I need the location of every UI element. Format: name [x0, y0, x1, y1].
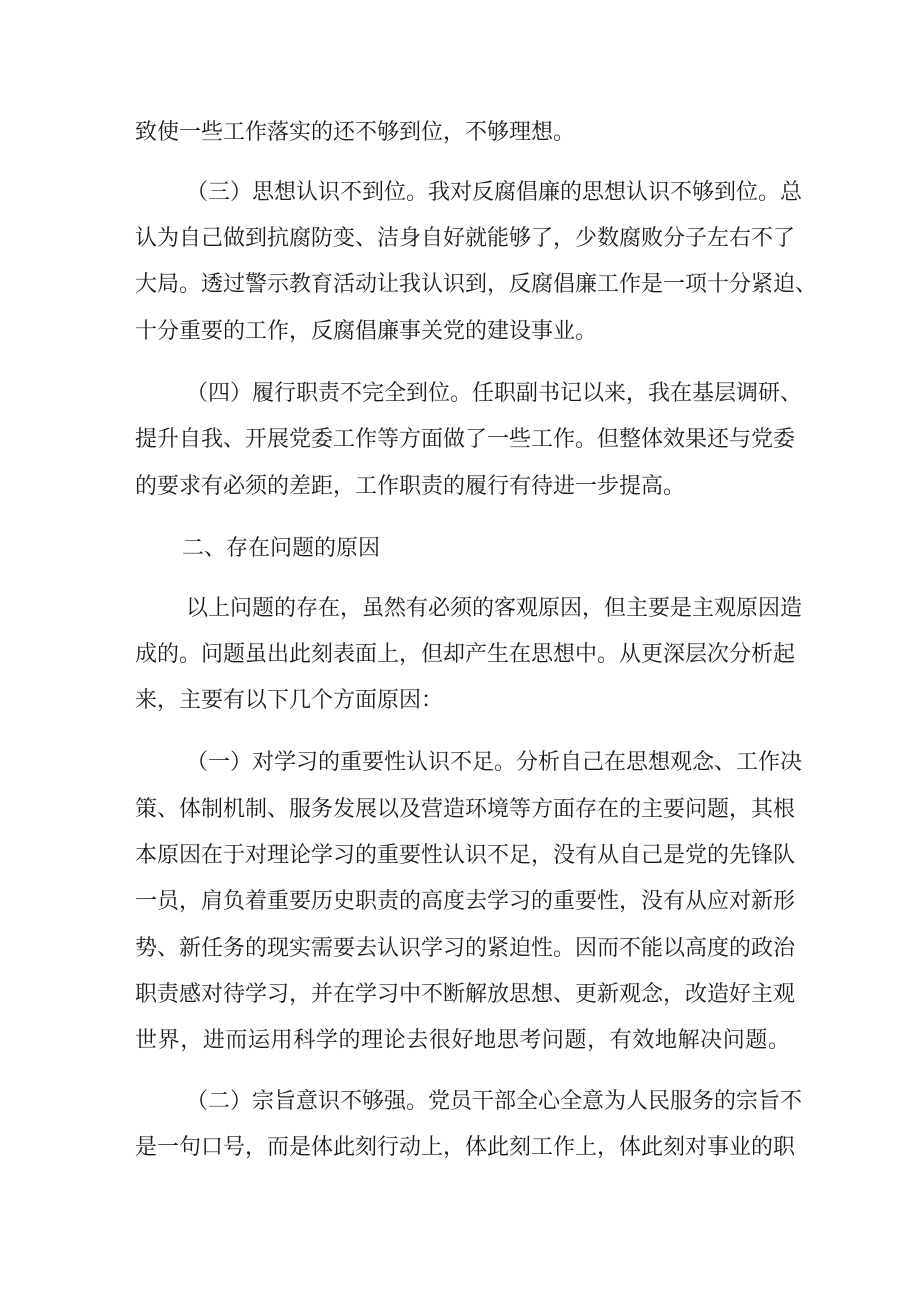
- line-text: 致使一些工作落实的还不够到位，不够理想。: [135, 120, 576, 145]
- heading-text: 二、存在问题的原因: [182, 536, 381, 561]
- line-text: 提升自我、开展党委工作等方面做了一些工作。但整体效果还与党委: [135, 427, 796, 452]
- paragraph-line: [0, 882, 920, 922]
- paragraph-line: [0, 975, 920, 1015]
- line-text: 势、新任务的现实需要去认识学习的紧迫性。因而不能以高度的政治: [135, 936, 796, 961]
- line-text: 本原因在于对理论学习的重要性认识不足，没有从自己是党的先锋队: [135, 843, 796, 868]
- paragraph-line: [0, 681, 920, 721]
- line-text: 以上问题的存在，虽然有必须的客观原因，但主要是主观原因造: [186, 596, 803, 621]
- line-text: 策、体制机制、服务发展以及营造环境等方面存在的主要问题，其根: [135, 797, 796, 822]
- line-text: 大局。透过警示教育活动让我认识到，反腐倡廉工作是一项十分紧迫、: [135, 272, 818, 297]
- line-text: 一员，肩负着重要历史职责的高度去学习的重要性，没有从应对新形: [135, 889, 796, 914]
- line-text: 世界，进而运用科学的理论去很好地思考问题，有效地解决问题。: [135, 1028, 791, 1053]
- line-text: （二）宗旨意识不够强。党员干部全心全意为人民服务的宗旨不: [186, 1089, 803, 1114]
- paragraph-line: [0, 374, 920, 414]
- paragraph-line: [0, 589, 920, 629]
- paragraph-line: [0, 790, 920, 830]
- paragraph-line: [0, 635, 920, 675]
- line-text: 十分重要的工作，反腐倡廉事关党的建设事业。: [135, 319, 598, 344]
- paragraph-line: [0, 173, 920, 213]
- line-text: （三）思想认识不到位。我对反腐倡廉的思想认识不够到位。总: [186, 180, 803, 205]
- line-text: （一）对学习的重要性认识不足。分析自己在思想观念、工作决: [186, 750, 803, 775]
- paragraph-line: [0, 1021, 920, 1061]
- paragraph-line: [0, 265, 920, 305]
- line-text: 职责感对待学习，并在学习中不断解放思想、更新观念，改造好主观: [135, 982, 796, 1007]
- paragraph-line: [0, 1128, 920, 1168]
- paragraph-line: [0, 219, 920, 259]
- paragraph-line: [0, 836, 920, 876]
- paragraph-line: [0, 113, 920, 153]
- line-text: 来，主要有以下几个方面原因：: [135, 688, 444, 713]
- line-text: 是一句口号，而是体此刻行动上，体此刻工作上，体此刻对事业的职: [135, 1135, 796, 1160]
- line-text: 成的。问题虽出此刻表面上，但却产生在思想中。从更深层次分析起: [135, 642, 796, 667]
- paragraph-line: [0, 420, 920, 460]
- section-heading: [0, 529, 920, 569]
- paragraph-line: [0, 312, 920, 352]
- paragraph-line: [0, 1082, 920, 1122]
- line-text: 认为自己做到抗腐防变、洁身自好就能够了，少数腐败分子左右不了: [135, 226, 796, 251]
- line-text: （四）履行职责不完全到位。任职副书记以来，我在基层调研、: [186, 381, 803, 406]
- paragraph-line: [0, 467, 920, 507]
- paragraph-line: [0, 743, 920, 783]
- paragraph-line: [0, 929, 920, 969]
- line-text: 的要求有必须的差距，工作职责的履行有待进一步提高。: [135, 474, 686, 499]
